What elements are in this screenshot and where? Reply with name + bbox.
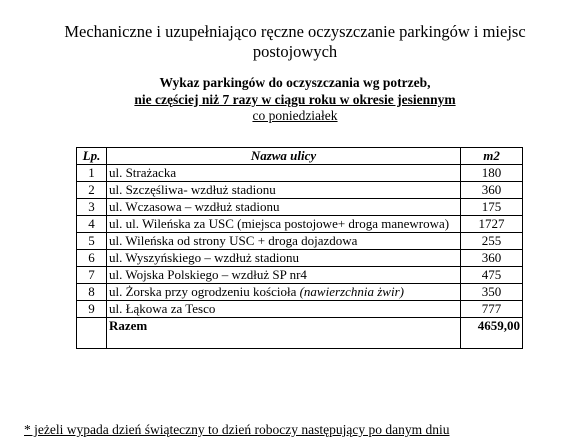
- row-street: [106, 165, 460, 182]
- header-lp: Lp.: [77, 148, 107, 165]
- row-street: [106, 233, 460, 250]
- table-row: [77, 182, 523, 199]
- street-name: ul. Łąkowa za Tesco: [108, 301, 216, 316]
- row-area: 777: [461, 301, 523, 318]
- total-lp-empty: [77, 318, 107, 349]
- street-name: ul. Strażacka: [108, 165, 177, 180]
- row-street: [106, 182, 460, 199]
- row-lp: 7: [77, 267, 107, 284]
- row-street: [106, 267, 460, 284]
- row-lp: 9: [77, 301, 107, 318]
- street-name: ul. Wojska Polskiego – wzdłuż SP nr4: [108, 267, 307, 282]
- footnote: * jeżeli wypada dzień świąteczny to dzień roboczy następujący po danym dniu: [24, 422, 450, 437]
- street-note: (nawierzchnia żwir): [299, 284, 404, 299]
- street-name: ul. ul. Wileńska za USC (miejsca postojowe+ droga manewrowa): [108, 216, 450, 231]
- table-row: [77, 165, 523, 182]
- row-lp: 4: [77, 216, 107, 233]
- row-street: [106, 301, 460, 318]
- header-area: m2: [461, 148, 523, 165]
- row-lp: 1: [77, 165, 107, 182]
- table-row: [77, 216, 523, 233]
- street-name: ul. Wyszyńskiego – wzdłuż stadionu: [108, 250, 299, 265]
- table-row: [77, 199, 523, 216]
- row-street: [106, 199, 460, 216]
- row-lp: 6: [77, 250, 107, 267]
- row-area: 475: [461, 267, 523, 284]
- street-name: ul. Wileńska od strony USC + droga dojazdowa: [108, 233, 358, 248]
- table-total-row: [77, 318, 523, 349]
- row-lp: 2: [77, 182, 107, 199]
- row-area: 175: [461, 199, 523, 216]
- table-row: [77, 284, 523, 301]
- subtitle-line-3: co poniedziałek: [252, 108, 338, 123]
- row-area: 350: [461, 284, 523, 301]
- row-area: 360: [461, 250, 523, 267]
- row-area: 255: [461, 233, 523, 250]
- street-name: ul. Szczęśliwa- wzdłuż stadionu: [108, 182, 276, 197]
- row-lp: 8: [77, 284, 107, 301]
- table-header-row: [77, 148, 523, 165]
- row-lp: 3: [77, 199, 107, 216]
- row-area: 180: [461, 165, 523, 182]
- total-label: Razem: [106, 318, 460, 349]
- table-row: [77, 267, 523, 284]
- row-lp: 5: [77, 233, 107, 250]
- list-subtitle: [60, 75, 530, 125]
- subtitle-line-1: Wykaz parkingów do oczyszczania wg potrzeb,: [159, 75, 431, 90]
- document-title: Mechaniczne i uzupełniająco ręczne oczyszczanie parkingów i miejsc postojowych: [64, 22, 526, 61]
- row-street: [106, 284, 460, 301]
- subtitle-line-2: nie częściej niż 7 razy w ciągu roku w okresie jesiennym: [134, 91, 456, 107]
- row-street: [106, 250, 460, 267]
- table-row: [77, 250, 523, 267]
- total-value: 4659,00: [461, 318, 523, 349]
- table-row: [77, 301, 523, 318]
- header-street-name: Nazwa ulicy: [106, 148, 460, 165]
- row-street: [106, 216, 460, 233]
- table-row: [77, 233, 523, 250]
- street-name: ul. Żorska przy ogrodzeniu kościoła: [108, 284, 300, 299]
- row-area: 360: [461, 182, 523, 199]
- street-name: ul. Wczasowa – wzdłuż stadionu: [108, 199, 280, 214]
- parking-table: [76, 147, 523, 349]
- row-area: 1727: [461, 216, 523, 233]
